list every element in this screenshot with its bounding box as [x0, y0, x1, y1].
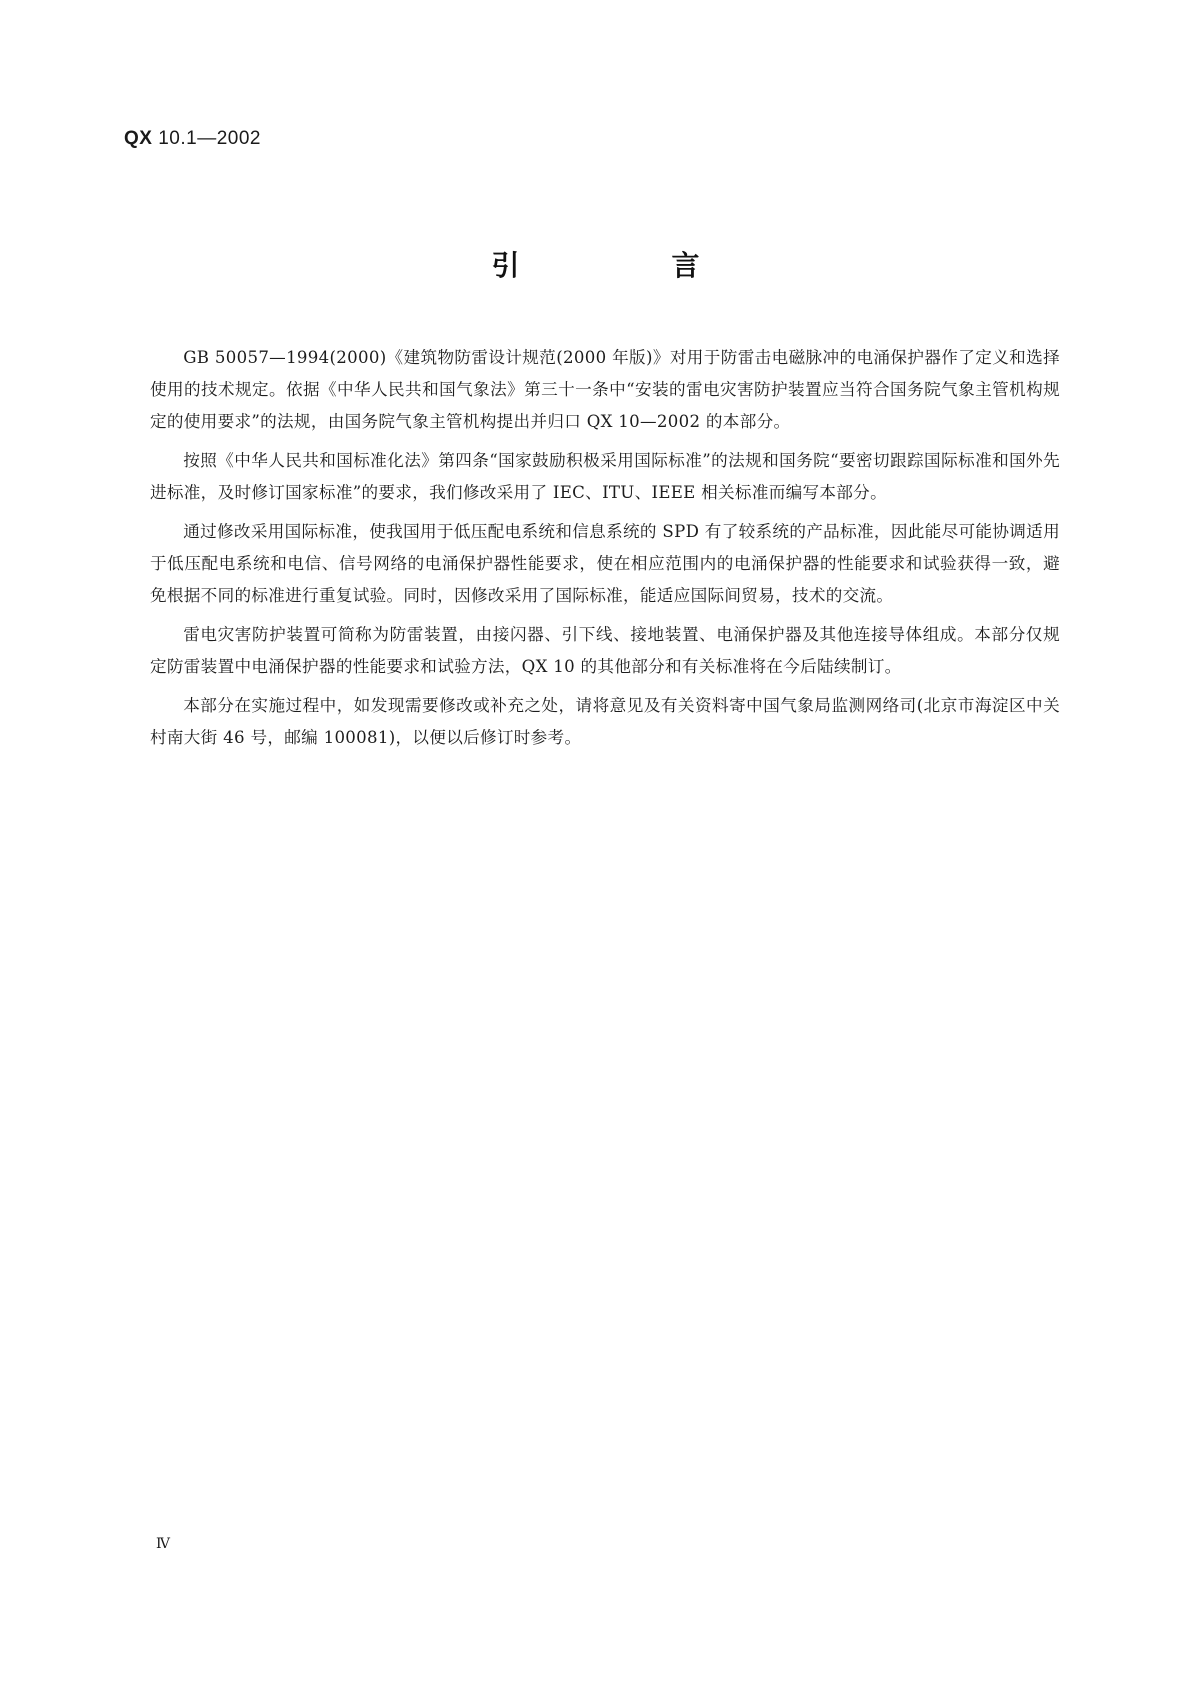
- document-body: [150, 342, 1060, 761]
- paragraph-2: 按照《中华人民共和国标准化法》第四条“国家鼓励积极采用国际标准”的法规和国务院“要密切跟踪国际标准和国外先进标准，及时修订国家标准”的要求，我们修改采用了 IEC、ITU、IEEE 相关标准而编写本部分。: [150, 451, 1060, 502]
- paragraph-1: GB 50057—1994(2000)《建筑物防雷设计规范(2000 年版)》对用于防雷击电磁脉冲的电涌保护器作了定义和选择使用的技术规定。依据《中华人民共和国气象法》第三十一条中“安装的雷电灾害防护装置应当符合国务院气象主管机构规定的使用要求”的法规，由国务院气象主管机构提出并归口 QX 10—2002 的本部分。: [150, 348, 1060, 431]
- standard-code: [124, 128, 261, 150]
- standard-prefix: QX: [124, 128, 153, 149]
- paragraph-3: 通过修改采用国际标准，使我国用于低压配电系统和信息系统的 SPD 有了较系统的产品标准，因此能尽可能协调适用于低压配电系统和电信、信号网络的电涌保护器性能要求，使在相应范围内的电涌保护器的性能要求和试验获得一致，避免根据不同的标准进行重复试验。同时，因修改采用了国际标准，能适应国际间贸易，技术的交流。: [150, 522, 1060, 605]
- page-title: 引 言: [491, 249, 762, 282]
- standard-number: 10.1—2002: [158, 128, 261, 149]
- paragraph-4: 雷电灾害防护装置可简称为防雷装置，由接闪器、引下线、接地装置、电涌保护器及其他连接导体组成。本部分仅规定防雷装置中电涌保护器的性能要求和试验方法，QX 10 的其他部分和有关标准将在今后陆续制订。: [150, 625, 1060, 676]
- paragraph-5: 本部分在实施过程中，如发现需要修改或补充之处，请将意见及有关资料寄中国气象局监测网络司(北京市海淀区中关村南大街 46 号，邮编 100081)，以便以后修订时参考。: [150, 696, 1060, 747]
- page-number: Ⅳ: [156, 1536, 170, 1552]
